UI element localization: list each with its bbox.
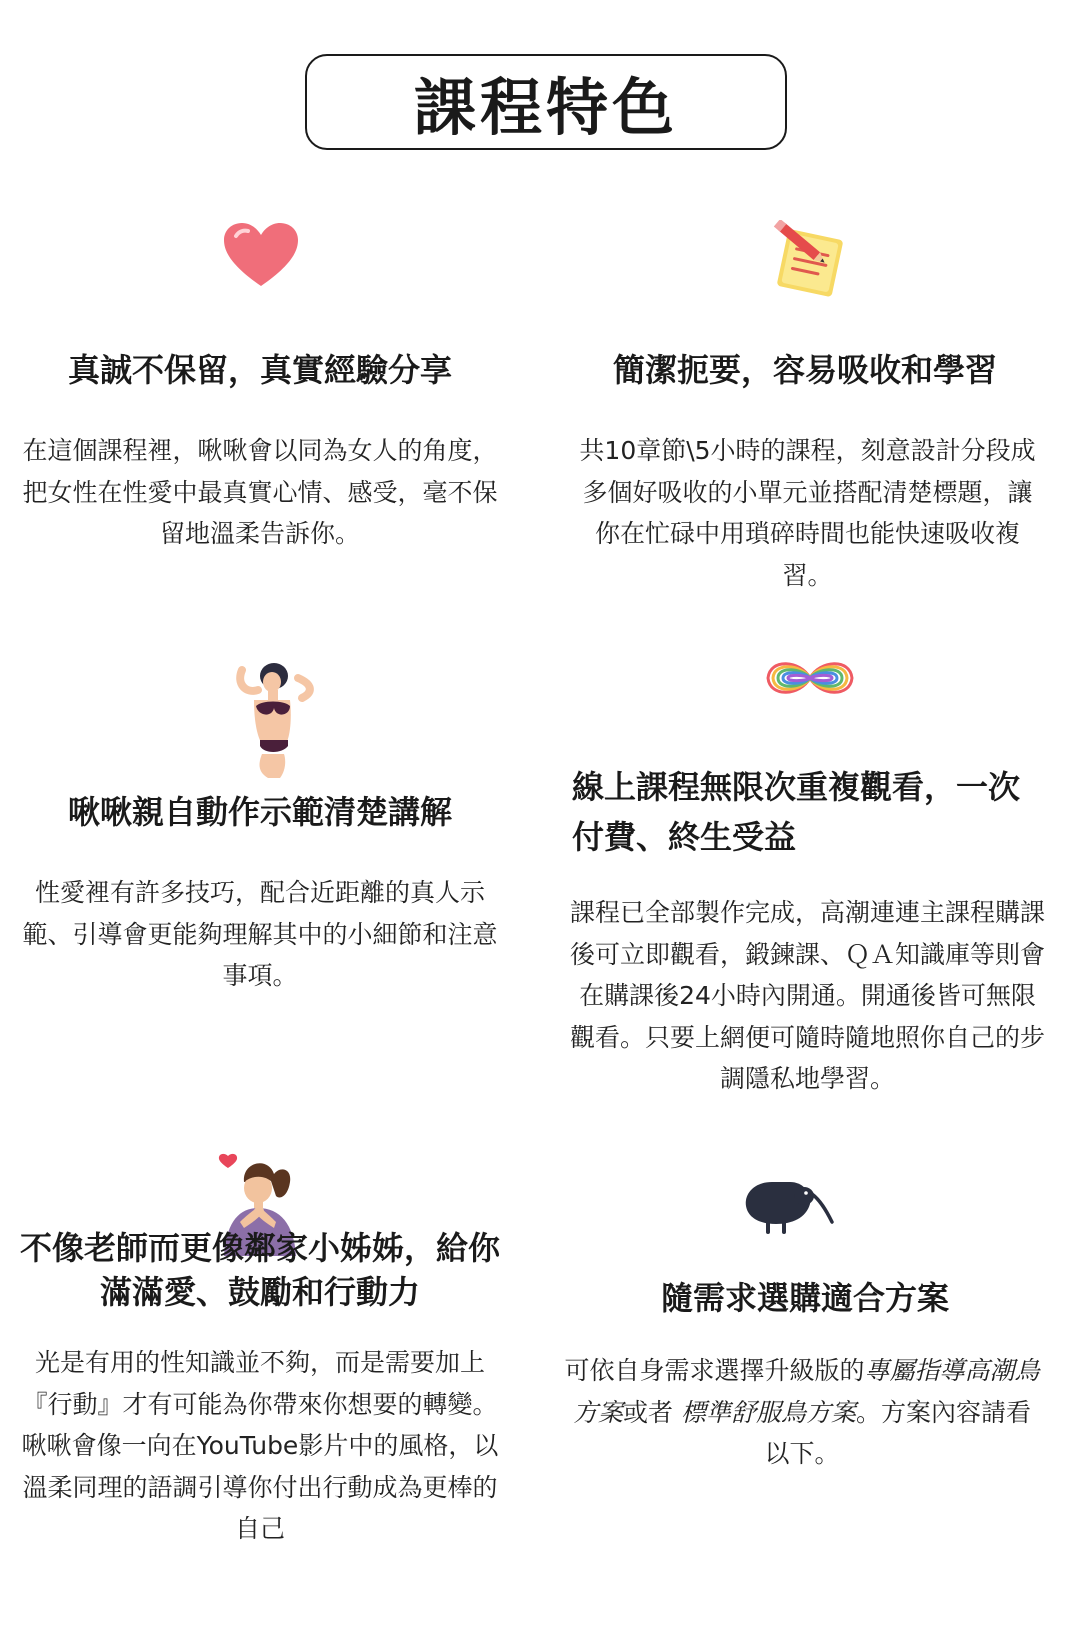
kiwi-bird-icon [742,1178,834,1234]
feature-heading-demo: 啾啾親自動作示範清楚講解 [67,793,452,831]
plans-desc-mid: 或者 [623,1397,681,1427]
feature-heading-unlimited: 線上課程無限次重複觀看，一次付費、終生受益 [572,768,1021,856]
feature-desc-unlimited: 課程已全部製作完成，高潮連連主課程購課後可立即觀看，鍛鍊課、ＱＡ知識庫等則會在購課後24小時內開通。開通後皆可無限觀看。只要上網便可隨時隨地照你自己的步調隱私地學習。 [570,898,1046,1093]
premium-plan-name: 專屬指導高潮鳥方案 [573,1356,1040,1427]
feature-desc-honest: 在這個課程裡，啾啾會以同為女人的角度，把女性在性愛中最真實心情、感受，毫不保留地溫柔告訴你。 [22,436,498,548]
feature-desc-plans [562,1350,1042,1475]
infinity-icon [760,652,860,704]
feature-heading-plans: 隨需求選購適合方案 [660,1279,949,1317]
feature-heading-concise: 簡潔扼要，容易吸收和學習 [612,351,997,389]
feature-desc-concise: 共10章節\5小時的課程，刻意設計分段成多個好吸收的小單元並搭配清楚標題，讓你在忙碌中用瑣碎時間也能快速吸收複習。 [579,436,1036,590]
memo-pencil-icon [770,220,850,302]
feature-heading-honest: 真誠不保留，真實經驗分享 [67,351,452,389]
feature-heading-big-sister: 不像老師而更像鄰家小姊姊，給你滿滿愛、鼓勵和行動力 [20,1229,501,1311]
plans-desc-before: 可依自身需求選擇升級版的 [564,1356,865,1385]
page-title: 課程特色 [305,54,787,150]
standard-plan-name: 標準舒服鳥方案 [680,1397,856,1427]
heart-icon [222,222,300,288]
plans-desc-after: 。方案內容請看以下。 [764,1397,1031,1468]
woman-in-lingerie-icon [228,660,320,780]
feature-desc-big-sister: 光是有用的性知識並不夠，而是需要加上『行動』才有可能為你帶來你想要的轉變。 啾啾會像一向在YouTube影片中的風格，以溫柔同理的語調引導你付出行動成為更棒的自己 [21,1348,499,1543]
feature-desc-demo: 性愛裡有許多技巧，配合近距離的真人示範、引導會更能夠理解其中的小細節和注意事項。 [22,878,498,990]
